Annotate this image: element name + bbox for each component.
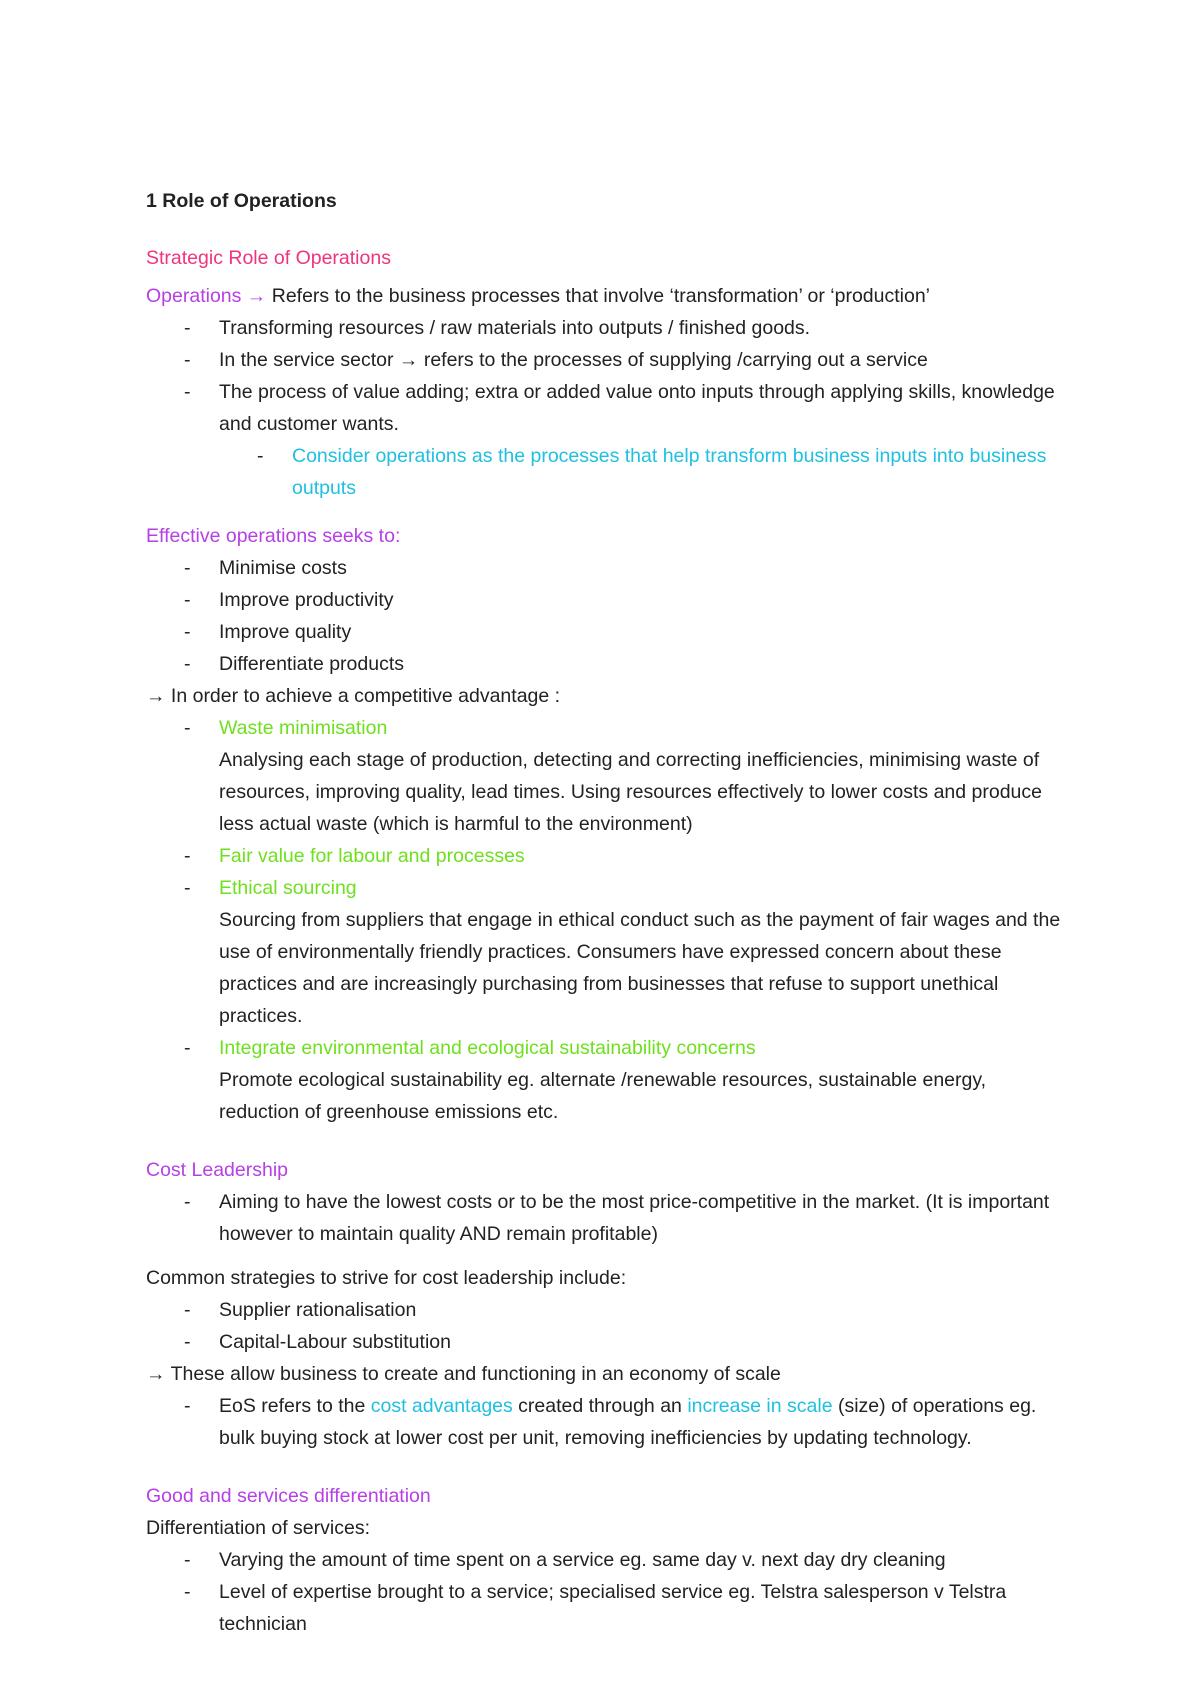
document-page (146, 180, 1066, 1640)
strategic-bullets (146, 312, 1066, 504)
list-item: - Differentiate products (146, 648, 1066, 680)
list-item-text: The process of value adding; extra or added value onto inputs through applying skills, knowledge and customer wants. (219, 381, 1055, 435)
list-item: - Improve quality (146, 616, 1066, 648)
list-item (146, 376, 1066, 504)
operations-term: Operations → (146, 285, 267, 307)
list-item (146, 1032, 1066, 1128)
cost-bullets (146, 1186, 1066, 1250)
eos-term-increase-in-scale: increase in scale (687, 1395, 833, 1417)
strategies-intro: Common strategies to strive for cost leadership include: (146, 1267, 627, 1289)
strategic-sub-bullets (219, 440, 1066, 504)
list-item: - Supplier rationalisation (146, 1294, 1066, 1326)
advantage-label: - Fair value for labour and processes (219, 845, 525, 867)
operations-definition (146, 280, 1066, 312)
operations-def-text: Refers to the business processes that involve ‘transformation’ or ‘production’ (266, 285, 930, 307)
section-heading-differentiation: Good and services differentiation (146, 1485, 431, 1507)
list-item: - Minimise costs (146, 552, 1066, 584)
section-heading-strategic: Strategic Role of Operations (146, 247, 391, 269)
advantage-description: Analysing each stage of production, detecting and correcting inefficiencies, minimising waste of resources, improving quality, lead times. Using resources effectively to lower costs and produce less actual waste (which is harmful to the environment) (219, 749, 1042, 835)
list-item (146, 872, 1066, 1032)
strategies-list (146, 1294, 1066, 1358)
economy-of-scale-line: → These allow business to create and functioning in an economy of scale (146, 1363, 781, 1385)
advantage-label: - Waste minimisation (219, 717, 388, 739)
list-item: - Capital-Labour substitution (146, 1326, 1066, 1358)
competitive-advantage-line: → In order to achieve a competitive advantage : (146, 685, 561, 707)
list-item: - Varying the amount of time spent on a service eg. same day v. next day dry cleaning (146, 1544, 1066, 1576)
differentiation-list (146, 1544, 1066, 1640)
list-item: - In the service sector → refers to the processes of supplying /carrying out a service (146, 344, 1066, 376)
section-heading-cost: Cost Leadership (146, 1159, 289, 1181)
effective-bullets (146, 552, 1066, 680)
page-title: 1 Role of Operations (146, 190, 337, 212)
list-item: - Transforming resources / raw materials into outputs / finished goods. (146, 312, 1066, 344)
advantage-description: Sourcing from suppliers that engage in ethical conduct such as the payment of fair wages and the use of environmentally friendly practices. Consumers have expressed concern about these practices and are increasingly purchasing from businesses that refuse to support unethical practices. (219, 909, 1061, 1027)
list-item: - Aiming to have the lowest costs or to be the most price-competitive in the market. (It is important however to maintain quality AND remain profitable) (146, 1186, 1066, 1250)
list-item: - Consider operations as the processes that help transform business inputs into business outputs (219, 440, 1066, 504)
advantage-label: - Integrate environmental and ecological sustainability concerns (219, 1037, 756, 1059)
eos-text: (size) of operations eg. bulk buying stock at lower cost per unit, removing inefficiencies by updating technology. (219, 1395, 1037, 1449)
advantage-list (146, 712, 1066, 1128)
section-heading-effective: Effective operations seeks to: (146, 525, 401, 547)
advantage-description: Promote ecological sustainability eg. alternate /renewable resources, sustainable energy, reduction of greenhouse emissions etc. (219, 1069, 987, 1123)
advantage-label: - Ethical sourcing (219, 877, 357, 899)
eos-term-cost-advantages: cost advantages (370, 1395, 513, 1417)
eos-text: created through an (512, 1395, 688, 1417)
list-item: - Level of expertise brought to a service; specialised service eg. Telstra salesperson v Telstra technician (146, 1576, 1066, 1640)
list-item (146, 712, 1066, 840)
list-item: - Improve productivity (146, 584, 1066, 616)
eos-list (146, 1390, 1066, 1454)
list-item (146, 840, 1066, 872)
eos-text: EoS refers to the (219, 1395, 371, 1417)
list-item (146, 1390, 1066, 1454)
differentiation-intro: Differentiation of services: (146, 1517, 370, 1539)
